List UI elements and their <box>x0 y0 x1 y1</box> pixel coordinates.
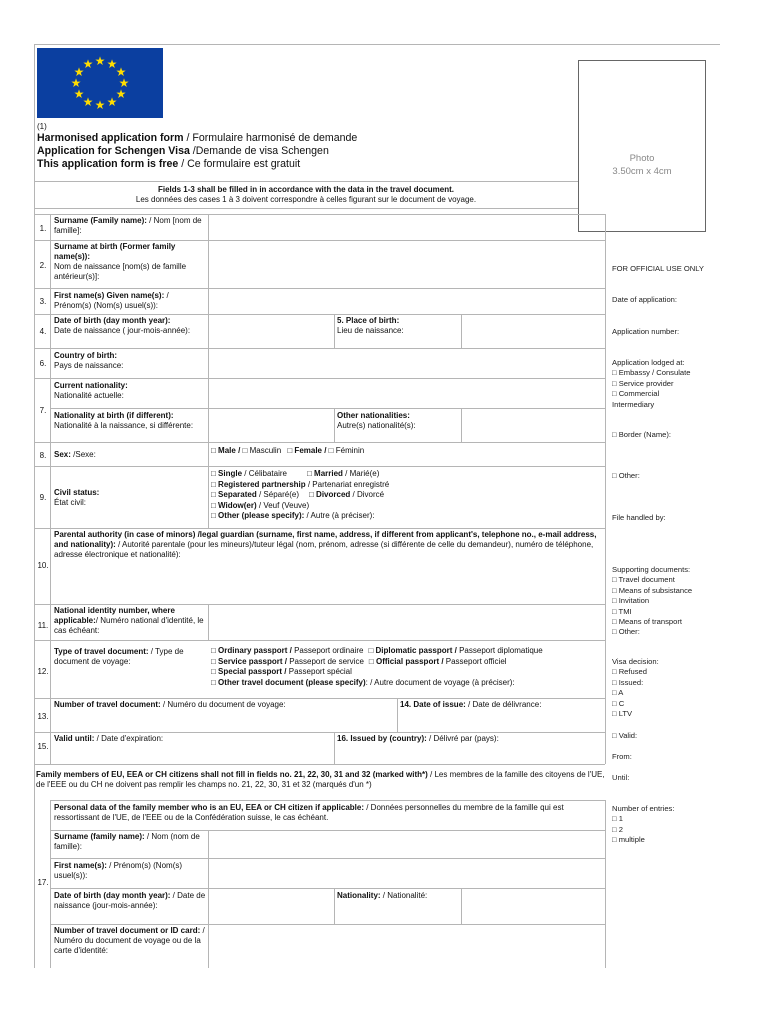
lodged-intermediary-label: Intermediary <box>612 399 655 409</box>
civil-registered-partnership-checkbox[interactable]: □ Registered partnership / Partenariat enregistré <box>211 479 390 489</box>
grid-line <box>334 888 335 924</box>
svg-text:★: ★ <box>118 76 130 90</box>
official-valid-checkbox[interactable]: □ Valid: <box>612 731 638 740</box>
grid-line <box>334 408 335 442</box>
civil-widow-checkbox[interactable]: □ Widow(er) / Veuf (Veuve) <box>211 500 310 510</box>
photo-box[interactable] <box>578 60 706 232</box>
travel-document-type-options <box>211 646 543 688</box>
first-names-input[interactable] <box>209 289 604 313</box>
field-country-of-birth-label: Country of birth: Pays de naissance: <box>54 351 124 370</box>
support-other-checkbox[interactable]: □ Other: <box>612 627 640 637</box>
official-file-handled-by: File handled by: <box>612 513 666 522</box>
decision-issued-checkbox[interactable]: □ Issued: <box>612 677 644 687</box>
grid-line <box>34 732 605 733</box>
national-id-input[interactable] <box>209 605 604 639</box>
svg-text:★: ★ <box>115 87 127 101</box>
parental-authority-input[interactable] <box>51 562 604 603</box>
civil-separated-checkbox[interactable]: □ Separated / Séparé(e) <box>211 490 299 499</box>
other-nationalities-input[interactable] <box>462 409 604 441</box>
field-number: 10. <box>37 561 49 570</box>
field-eu-family-member-label: Personal data of the family member who is an EU, EEA or CH citizen if applicable: / Données personnelles du membre de la famille qui est ressortissant de l'UE, de l'EEE ou de la Confédération suisse, le cas échéant. <box>54 803 564 822</box>
field-valid-until-label: Valid until: / Date d'expiration: <box>54 734 164 743</box>
family-travel-document-input[interactable] <box>209 925 604 967</box>
decision-ltv-checkbox[interactable]: □ LTV <box>612 709 633 719</box>
official-date-of-application: Date of application: <box>612 295 678 304</box>
field-number: 3. <box>39 297 47 306</box>
top-border <box>34 44 720 45</box>
official-supporting-documents <box>612 565 722 638</box>
svg-text:★: ★ <box>106 57 118 71</box>
entries-2-checkbox[interactable]: □ 2 <box>612 824 623 834</box>
country-of-birth-input[interactable] <box>209 349 604 377</box>
service-passport-checkbox[interactable]: □ Service passport / Passeport de service <box>211 656 364 666</box>
grid-line <box>34 640 605 641</box>
field-number: 7. <box>39 406 47 415</box>
field-nationality-at-birth-label: Nationality at birth (if different): Nationalité à la naissance, si différente: <box>54 411 194 430</box>
field-date-of-birth-label: Date of birth (day month year): Date de naissance ( jour-mois-année): <box>54 316 191 335</box>
official-from: From: <box>612 752 632 761</box>
photo-label: Photo <box>629 153 655 164</box>
support-tmi-checkbox[interactable]: □ TMI <box>612 606 632 616</box>
family-date-of-birth-input[interactable] <box>209 889 333 923</box>
svg-text:★: ★ <box>73 65 85 79</box>
field-number: 6. <box>39 359 47 368</box>
svg-text:★: ★ <box>115 65 127 79</box>
field-family-first-names-label: First name(s): / Prénom(s) (Nom(s) usuel(s)): <box>54 861 183 880</box>
lodged-commercial-checkbox[interactable]: □ Commercial <box>612 389 660 399</box>
family-first-names-input[interactable] <box>209 859 604 887</box>
surname-input[interactable] <box>209 215 604 239</box>
current-nationality-input[interactable] <box>209 379 604 407</box>
family-surname-input[interactable] <box>209 831 604 857</box>
grid-line <box>50 800 605 801</box>
date-of-issue-input[interactable] <box>398 712 604 731</box>
decision-a-checkbox[interactable]: □ A <box>612 688 624 698</box>
field-number: 15. <box>37 742 49 751</box>
travel-document-notice: Fields 1-3 shall be filled in in accordance with the data in the travel document. Les données des cases 1 à 3 doivent correspondre à celles figurant sur le document de voyage. <box>135 185 477 204</box>
divider <box>34 181 578 182</box>
svg-text:★: ★ <box>82 57 94 71</box>
family-members-notice: Family members of EU, EEA or CH citizens shall not fill in fields no. 21, 22, 30, 31 and 32 (marked with*) / Les membres de la famille des citoyens de l'UE, de l'EEE ou du CH ne doivent pas remplir les champs no. 21, 22, 30, 31 et 32 (marqués d'un *) <box>36 770 605 789</box>
field-number: 13. <box>37 712 49 721</box>
civil-other-checkbox[interactable]: □ Other (please specify): / Autre (à préciser): <box>211 511 375 520</box>
lodged-service-provider-checkbox[interactable]: □ Service provider <box>612 378 674 388</box>
grid-line <box>605 214 606 764</box>
issued-by-input[interactable] <box>335 746 604 763</box>
field-family-date-of-birth-label: Date of birth (day month year): / Date de naissance (jour-mois-année): <box>54 891 206 910</box>
grid-line <box>34 764 605 765</box>
visa-decision-label: Visa decision: <box>612 657 659 666</box>
left-border <box>34 44 35 968</box>
official-border-checkbox[interactable]: □ Border (Name): <box>612 430 672 439</box>
field-family-nationality-label: Nationality: / Nationalité: <box>337 891 428 900</box>
civil-status-options <box>211 469 389 522</box>
footnote-ref: (1) <box>37 122 47 131</box>
grid-line <box>208 442 209 528</box>
field-number: 8. <box>39 451 47 460</box>
surname-at-birth-input[interactable] <box>209 241 604 287</box>
field-surname-at-birth-label: Surname at birth (Former family name(s)): Nom de naissance [nom(s) de famille antérieur(s)]: <box>54 242 187 281</box>
supporting-documents-label: Supporting documents: <box>612 565 691 574</box>
field-travel-document-number-label: Number of travel document: / Numéro du document de voyage: <box>54 700 286 709</box>
field-number: 12. <box>37 667 49 676</box>
field-civil-status-label: Civil status: État civil: <box>54 488 100 507</box>
official-lodged-at <box>612 358 722 410</box>
grid-line <box>34 442 605 443</box>
lodged-embassy-checkbox[interactable]: □ Embassy / Consulate <box>612 368 691 378</box>
field-surname-label: Surname (Family name): / Nom [nom de famille]: <box>54 216 202 235</box>
field-travel-document-type-label: Type of travel document: / Type de document de voyage: <box>54 647 184 666</box>
field-issued-by-label: 16. Issued by (country): / Délivré par (pays): <box>337 734 499 743</box>
field-number: 1. <box>39 224 47 233</box>
svg-text:★: ★ <box>94 54 106 68</box>
field-number: 9. <box>39 493 47 502</box>
sex-options <box>211 446 364 456</box>
field-date-of-issue-label: 14. Date of issue: / Date de délivrance: <box>400 700 542 709</box>
photo-size-label: 3.50cm x 4cm <box>612 166 672 177</box>
valid-until-input[interactable] <box>51 746 333 763</box>
sex-female-checkbox[interactable]: □ Female / □ Féminin <box>287 446 365 455</box>
field-national-id-label: National identity number, where applicable:/ Numéro national d'identité, le cas échéant: <box>54 606 204 635</box>
family-nationality-input[interactable] <box>462 889 604 923</box>
entries-label: Number of entries: <box>612 804 675 813</box>
official-use-title: FOR OFFICIAL USE ONLY <box>612 264 704 273</box>
sex-male-checkbox[interactable]: □ Male / □ Masculin <box>211 446 282 455</box>
grid-line <box>34 698 605 699</box>
entries-multiple-checkbox[interactable]: □ multiple <box>612 835 645 845</box>
field-family-surname-label: Surname (family name): / Nom (nom de famille): <box>54 832 200 851</box>
official-application-number: Application number: <box>612 327 680 336</box>
field-number: 11. <box>37 621 49 630</box>
grid-line <box>34 528 605 529</box>
field-other-nationalities-label: Other nationalities: Autre(s) nationalité(s): <box>337 411 416 430</box>
civil-single-checkbox[interactable]: □ Single / Célibataire <box>211 469 287 478</box>
svg-text:★: ★ <box>106 95 118 109</box>
form-title-line3: This application form is free / Ce formulaire est gratuit <box>37 158 301 170</box>
grid-line <box>34 466 605 467</box>
svg-text:★: ★ <box>82 95 94 109</box>
official-other-checkbox[interactable]: □ Other: <box>612 471 640 480</box>
nationality-at-birth-input[interactable] <box>209 409 333 441</box>
field-place-of-birth-label: 5. Place of birth: Lieu de naissance: <box>337 316 404 335</box>
form-title-line1: Harmonised application form / Formulaire harmonisé de demande <box>37 132 358 144</box>
svg-text:★: ★ <box>70 76 82 90</box>
field-number: 4. <box>39 327 47 336</box>
field-current-nationality-label: Current nationality: Nationalité actuelle: <box>54 381 128 400</box>
diplomatic-passport-checkbox[interactable]: □ Diplomatic passport / Passeport diplomatique <box>368 646 543 655</box>
field-family-travel-document-label: Number of travel document or ID card: / Numéro du document de voyage ou de la carte d'identité: <box>54 926 205 955</box>
grid-line <box>605 800 606 968</box>
travel-document-number-input[interactable] <box>51 712 396 731</box>
divider <box>34 208 578 209</box>
special-passport-checkbox[interactable]: □ Special passport / Passeport spécial <box>211 667 352 676</box>
form-title-line2: Application for Schengen Visa /Demande de visa Schengen <box>37 145 329 157</box>
field-parental-authority-label: Parental authority (in case of minors) /legal guardian (surname, first name, address, if different from applicant's, telephone no., e-mail address, and nationality): / Autorité parentale (pour les mineurs)/tuteur légal (nom, prénom, adresse (si différente de celle du demandeur), numéro de téléphone, adresse électronique et nationalité): <box>54 530 597 559</box>
official-passport-checkbox[interactable]: □ Official passport / Passeport officiel <box>368 656 507 666</box>
support-means-subsistance-checkbox[interactable]: □ Means of subsistance <box>612 585 693 595</box>
official-visa-decision <box>612 657 722 719</box>
decision-c-checkbox[interactable]: □ C <box>612 698 625 708</box>
svg-text:★: ★ <box>73 87 85 101</box>
civil-divorced-checkbox[interactable]: □ Divorced / Divorcé <box>309 490 385 499</box>
svg-text:★: ★ <box>94 98 106 112</box>
support-invitation-checkbox[interactable]: □ Invitation <box>612 596 650 606</box>
field-number: 2. <box>39 261 47 270</box>
ordinary-passport-checkbox[interactable]: □ Ordinary passport / Passeport ordinaire <box>211 646 364 655</box>
official-number-of-entries <box>612 804 722 846</box>
entries-1-checkbox[interactable]: □ 1 <box>612 814 623 824</box>
official-lodged-label: Application lodged at: <box>612 358 685 367</box>
other-travel-document-checkbox[interactable]: □ Other travel document (please specify): / Autre document de voyage (à préciser): <box>211 677 515 687</box>
grid-line <box>334 314 335 348</box>
field-first-names-label: First name(s) Given name(s): / Prénom(s) (Nom(s) usuel(s)): <box>54 291 169 310</box>
field-number: 17. <box>37 878 49 887</box>
eu-flag-logo <box>37 48 163 118</box>
field-sex-label: Sex: /Sexe: <box>54 450 96 459</box>
support-means-transport-checkbox[interactable]: □ Means of transport <box>612 617 683 627</box>
official-until: Until: <box>612 773 630 782</box>
support-travel-document-checkbox[interactable]: □ Travel document <box>612 575 675 585</box>
civil-married-checkbox[interactable]: □ Married / Marié(e) <box>306 469 380 478</box>
decision-refused-checkbox[interactable]: □ Refused <box>612 667 647 677</box>
place-of-birth-input[interactable] <box>462 315 604 347</box>
date-of-birth-input[interactable] <box>209 315 333 347</box>
